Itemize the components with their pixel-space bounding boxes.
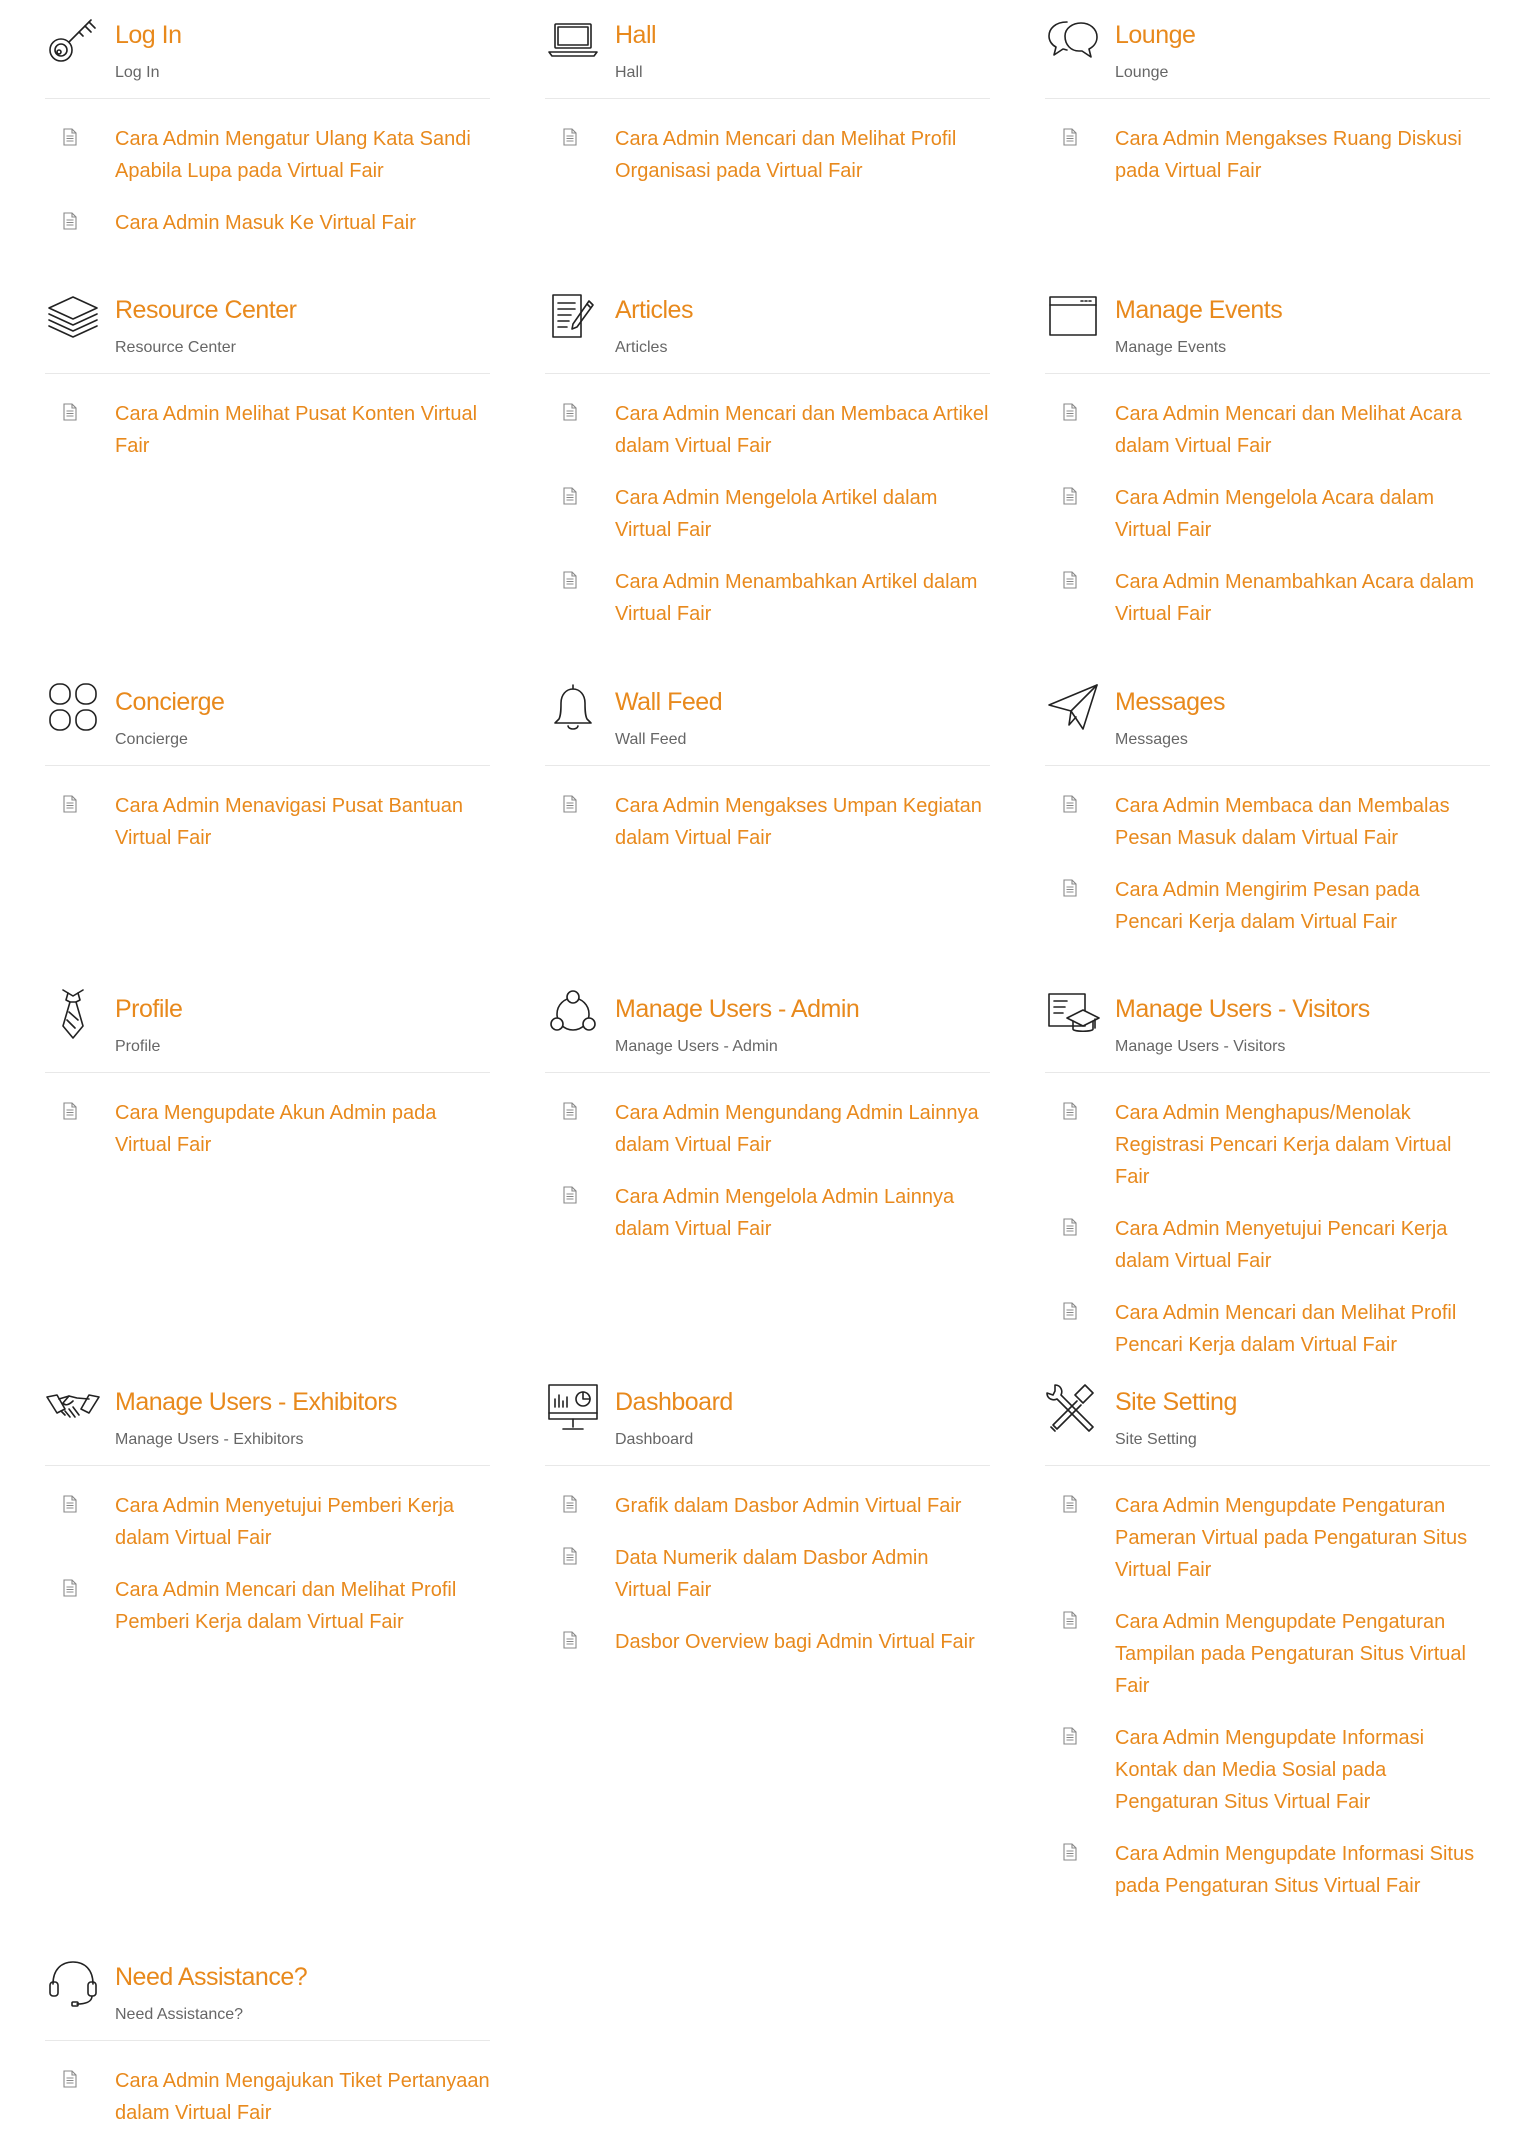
document-icon <box>1063 487 1077 505</box>
article-item <box>45 398 490 462</box>
section-title[interactable]: Manage Users - Exhibitors <box>115 1388 398 1416</box>
document-icon <box>63 795 77 813</box>
section-wall-feed <box>545 673 990 854</box>
section-manage-users-admin <box>545 980 990 1245</box>
section-subtitle: Concierge <box>115 731 188 748</box>
document-icon <box>63 1579 77 1597</box>
article-link[interactable]: Cara Admin Mengupdate Pengaturan Tampilan pada Pengaturan Situs Virtual Fair <box>1115 1611 1466 1697</box>
section-profile <box>45 980 490 1161</box>
handshake-icon <box>45 1379 101 1435</box>
document-icon <box>1063 1843 1077 1861</box>
document-icon <box>63 2070 77 2088</box>
section-hall <box>545 6 990 187</box>
article-link[interactable]: Cara Admin Menghapus/Menolak Registrasi Pencari Kerja dalam Virtual Fair <box>1115 1102 1452 1188</box>
document-icon <box>1063 1495 1077 1513</box>
section-log-in <box>45 6 490 239</box>
document-icon <box>563 1631 577 1649</box>
document-icon <box>1063 1302 1077 1320</box>
article-item <box>545 1542 990 1606</box>
headset-icon <box>45 1954 101 2010</box>
document-icon <box>1063 1102 1077 1120</box>
document-icon <box>1063 128 1077 146</box>
section-header <box>1045 673 1490 766</box>
article-item <box>45 1097 490 1161</box>
bell-icon <box>545 679 601 735</box>
article-link[interactable]: Cara Admin Mengakses Umpan Kegiatan dalam Virtual Fair <box>615 795 982 849</box>
section-subtitle: Manage Users - Exhibitors <box>115 1431 304 1448</box>
article-item <box>45 790 490 854</box>
section-header <box>1045 281 1490 374</box>
document-icon <box>63 212 77 230</box>
section-header <box>45 6 490 99</box>
article-item <box>1045 1213 1490 1277</box>
article-item <box>545 1181 990 1245</box>
article-item <box>1045 1097 1490 1193</box>
article-link[interactable]: Cara Admin Menyetujui Pemberi Kerja dalam Virtual Fair <box>115 1495 455 1549</box>
article-link[interactable]: Cara Admin Mengundang Admin Lainnya dalam Virtual Fair <box>615 1102 979 1156</box>
article-link[interactable]: Cara Admin Mencari dan Melihat Acara dalam Virtual Fair <box>1115 403 1462 457</box>
document-icon <box>563 128 577 146</box>
graduation-cap-icon <box>1045 986 1101 1042</box>
article-list <box>545 1097 990 1245</box>
article-link[interactable]: Cara Admin Menyetujui Pencari Kerja dalam Virtual Fair <box>1115 1218 1448 1272</box>
section-title[interactable]: Site Setting <box>1115 1388 1237 1416</box>
section-title[interactable]: Articles <box>615 296 693 324</box>
article-item <box>1045 1722 1490 1818</box>
key-icon <box>45 12 101 68</box>
article-list <box>45 2065 490 2129</box>
section-subtitle: Hall <box>615 64 643 81</box>
section-header <box>1045 980 1490 1073</box>
section-messages <box>1045 673 1490 938</box>
document-icon <box>563 1547 577 1565</box>
section-subtitle: Log In <box>115 64 160 81</box>
article-link[interactable]: Cara Admin Mengupdate Informasi Kontak dan Media Sosial pada Pengaturan Situs Virtual Fair <box>1115 1727 1425 1813</box>
layers-icon <box>45 287 101 343</box>
section-title[interactable]: Resource Center <box>115 296 297 324</box>
document-icon <box>563 1495 577 1513</box>
section-title[interactable]: Messages <box>1115 688 1225 716</box>
article-link[interactable]: Dasbor Overview bagi Admin Virtual Fair <box>615 1631 975 1653</box>
monitor-chart-icon <box>545 1379 601 1435</box>
article-item <box>45 2065 490 2129</box>
article-item <box>545 482 990 546</box>
section-header <box>45 1373 490 1466</box>
section-header <box>545 1373 990 1466</box>
browser-window-icon <box>1045 287 1101 343</box>
article-list <box>545 123 990 187</box>
article-link[interactable]: Cara Admin Mencari dan Melihat Profil Organisasi pada Virtual Fair <box>615 128 957 182</box>
chat-bubbles-icon <box>1045 12 1101 68</box>
article-link[interactable]: Cara Admin Menambahkan Acara dalam Virtual Fair <box>1115 571 1475 625</box>
section-header <box>45 1948 490 2041</box>
section-articles <box>545 281 990 630</box>
article-item <box>1045 398 1490 462</box>
section-title[interactable]: Wall Feed <box>615 688 723 716</box>
section-subtitle: Manage Users - Visitors <box>1115 1038 1286 1055</box>
section-manage-users-visitors <box>1045 980 1490 1361</box>
section-title[interactable]: Need Assistance? <box>115 1963 308 1991</box>
article-link[interactable]: Cara Admin Menambahkan Artikel dalam Virtual Fair <box>615 571 978 625</box>
article-link[interactable]: Cara Admin Mengatur Ulang Kata Sandi Apabila Lupa pada Virtual Fair <box>115 128 471 182</box>
article-link[interactable]: Cara Admin Mengajukan Tiket Pertanyaan dalam Virtual Fair <box>115 2070 490 2124</box>
document-icon <box>63 128 77 146</box>
article-item <box>1045 482 1490 546</box>
section-title[interactable]: Manage Users - Visitors <box>1115 995 1370 1023</box>
section-manage-events <box>1045 281 1490 630</box>
article-link[interactable]: Cara Admin Mencari dan Melihat Profil Pemberi Kerja dalam Virtual Fair <box>115 1579 457 1633</box>
document-icon <box>1063 1611 1077 1629</box>
article-item <box>1045 1490 1490 1586</box>
document-icon <box>1063 571 1077 589</box>
document-icon <box>1063 879 1077 897</box>
article-link[interactable]: Cara Admin Masuk Ke Virtual Fair <box>115 212 416 234</box>
article-list <box>1045 1097 1490 1361</box>
article-link[interactable]: Cara Admin Membaca dan Membalas Pesan Masuk dalam Virtual Fair <box>1115 795 1450 849</box>
document-icon <box>563 571 577 589</box>
article-item <box>45 123 490 187</box>
article-list <box>545 790 990 854</box>
article-list <box>45 1097 490 1161</box>
article-item <box>1045 874 1490 938</box>
paper-plane-icon <box>1045 679 1101 735</box>
article-link[interactable]: Cara Mengupdate Akun Admin pada Virtual Fair <box>115 1102 437 1156</box>
section-title[interactable]: Manage Users - Admin <box>615 995 860 1023</box>
document-icon <box>1063 403 1077 421</box>
article-link[interactable]: Cara Admin Mengelola Artikel dalam Virtual Fair <box>615 487 938 541</box>
article-link[interactable]: Grafik dalam Dasbor Admin Virtual Fair <box>615 1495 962 1517</box>
section-header <box>45 980 490 1073</box>
article-list <box>545 398 990 630</box>
article-link[interactable]: Cara Admin Menavigasi Pusat Bantuan Virtual Fair <box>115 795 463 849</box>
article-list <box>45 123 490 239</box>
article-list <box>545 1490 990 1658</box>
section-subtitle: Manage Events <box>1115 339 1227 356</box>
article-list <box>1045 398 1490 630</box>
article-item <box>1045 1606 1490 1702</box>
section-title[interactable]: Concierge <box>115 688 225 716</box>
section-subtitle: Dashboard <box>615 1431 694 1448</box>
article-list <box>1045 790 1490 938</box>
document-icon <box>1063 1727 1077 1745</box>
article-link[interactable]: Cara Admin Mengelola Admin Lainnya dalam Virtual Fair <box>615 1186 955 1240</box>
section-subtitle: Manage Users - Admin <box>615 1038 778 1055</box>
grid-circles-icon <box>45 679 101 735</box>
section-title[interactable]: Log In <box>115 21 182 49</box>
section-dashboard <box>545 1373 990 1658</box>
section-title[interactable]: Profile <box>115 995 183 1023</box>
section-header <box>45 673 490 766</box>
section-manage-users-exhibitors <box>45 1373 490 1638</box>
section-subtitle: Messages <box>1115 731 1188 748</box>
document-icon <box>563 403 577 421</box>
article-link[interactable]: Data Numerik dalam Dasbor Admin Virtual Fair <box>615 1547 929 1601</box>
article-link[interactable]: Cara Admin Mengupdate Pengaturan Pameran Virtual pada Pengaturan Situs Virtual Fair <box>1115 1495 1468 1581</box>
section-subtitle: Lounge <box>1115 64 1169 81</box>
section-subtitle: Resource Center <box>115 339 236 356</box>
tie-icon <box>45 986 101 1042</box>
document-icon <box>563 487 577 505</box>
document-icon <box>1063 795 1077 813</box>
article-list <box>45 790 490 854</box>
section-header <box>45 281 490 374</box>
document-icon <box>63 1102 77 1120</box>
article-link[interactable]: Cara Admin Mencari dan Melihat Profil Pencari Kerja dalam Virtual Fair <box>1115 1302 1457 1356</box>
article-item <box>1045 123 1490 187</box>
document-icon <box>563 1186 577 1204</box>
document-icon <box>563 795 577 813</box>
section-subtitle: Wall Feed <box>615 731 687 748</box>
document-icon <box>1063 1218 1077 1236</box>
article-pen-icon <box>545 287 601 343</box>
section-title[interactable]: Manage Events <box>1115 296 1283 324</box>
article-item <box>45 1574 490 1638</box>
article-list <box>45 1490 490 1638</box>
section-lounge <box>1045 6 1490 187</box>
section-header <box>545 673 990 766</box>
article-item <box>545 1097 990 1161</box>
document-icon <box>563 1102 577 1120</box>
article-item <box>1045 790 1490 854</box>
section-header <box>1045 1373 1490 1466</box>
section-need-assistance <box>45 1948 490 2129</box>
section-title[interactable]: Hall <box>615 21 657 49</box>
article-item <box>1045 1838 1490 1902</box>
section-header <box>1045 6 1490 99</box>
article-list <box>1045 123 1490 187</box>
article-item <box>545 566 990 630</box>
article-item <box>545 1626 990 1658</box>
article-item <box>45 207 490 239</box>
article-item <box>1045 1297 1490 1361</box>
section-subtitle: Site Setting <box>1115 1431 1197 1448</box>
article-item <box>545 790 990 854</box>
article-item <box>545 123 990 187</box>
section-header <box>545 980 990 1073</box>
section-header <box>545 281 990 374</box>
article-link[interactable]: Cara Admin Mengakses Ruang Diskusi pada Virtual Fair <box>1115 128 1462 182</box>
article-link[interactable]: Cara Admin Mencari dan Membaca Artikel dalam Virtual Fair <box>615 403 989 457</box>
article-item <box>45 1490 490 1554</box>
article-link[interactable]: Cara Admin Melihat Pusat Konten Virtual Fair <box>115 403 478 457</box>
section-subtitle: Need Assistance? <box>115 2006 244 2023</box>
article-link[interactable]: Cara Admin Mengelola Acara dalam Virtual Fair <box>1115 487 1435 541</box>
section-subtitle: Profile <box>115 1038 161 1055</box>
article-link[interactable]: Cara Admin Mengupdate Informasi Situs pada Pengaturan Situs Virtual Fair <box>1115 1843 1475 1897</box>
section-title[interactable]: Dashboard <box>615 1388 733 1416</box>
section-site-setting <box>1045 1373 1490 1902</box>
tools-icon <box>1045 1379 1101 1435</box>
section-resource-center <box>45 281 490 462</box>
article-item <box>545 1490 990 1522</box>
section-title[interactable]: Lounge <box>1115 21 1196 49</box>
article-item <box>545 398 990 462</box>
document-icon <box>63 1495 77 1513</box>
section-concierge <box>45 673 490 854</box>
article-list <box>1045 1490 1490 1902</box>
network-users-icon <box>545 986 601 1042</box>
document-icon <box>63 403 77 421</box>
article-list <box>45 398 490 462</box>
article-link[interactable]: Cara Admin Mengirim Pesan pada Pencari Kerja dalam Virtual Fair <box>1115 879 1420 933</box>
section-header <box>545 6 990 99</box>
section-subtitle: Articles <box>615 339 668 356</box>
article-item <box>1045 566 1490 630</box>
laptop-icon <box>545 12 601 68</box>
